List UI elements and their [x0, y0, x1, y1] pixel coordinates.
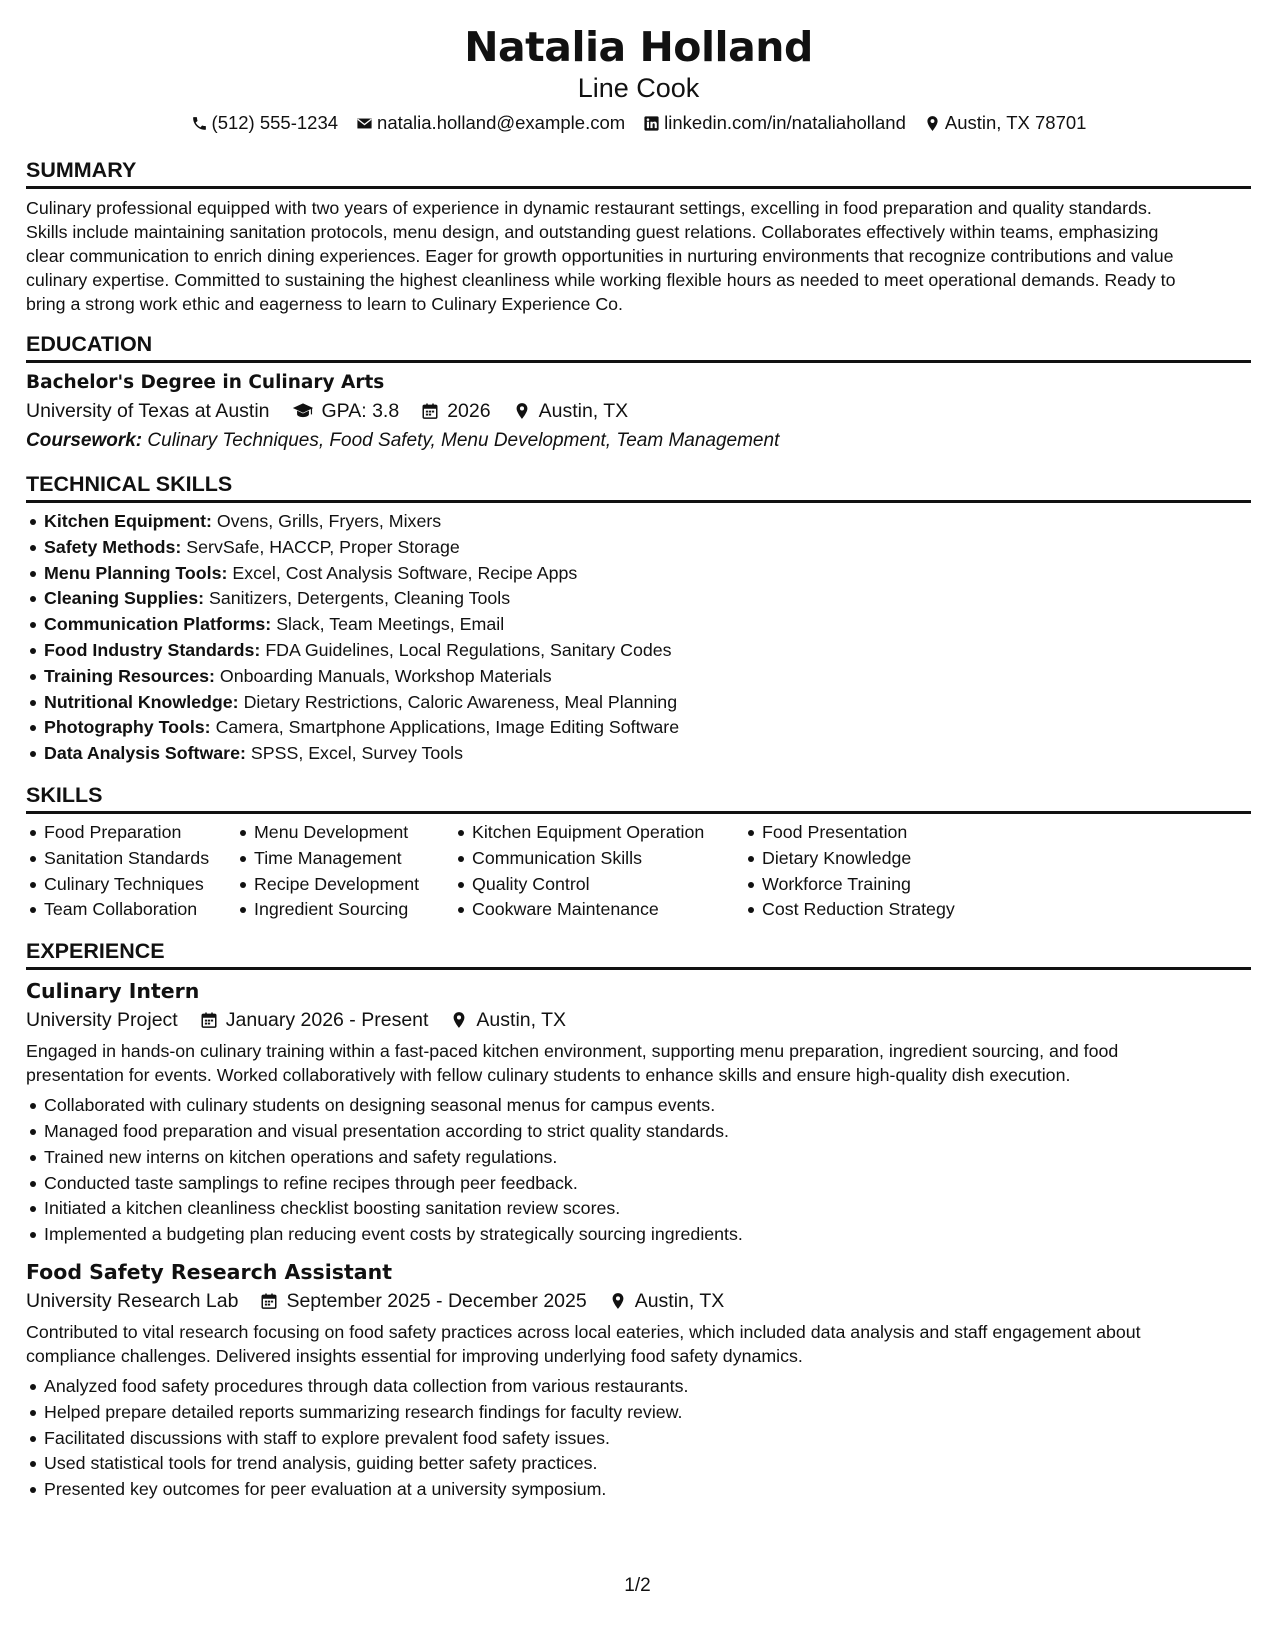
contact-phone[interactable]	[191, 110, 339, 136]
resume-page	[26, 20, 1251, 1503]
achievement-list	[26, 1093, 1251, 1248]
list-item: Workforce Training	[744, 872, 1044, 898]
contact-linkedin[interactable]	[643, 110, 906, 136]
list-item	[26, 741, 1251, 767]
skill-category: Food Industry Standards:	[44, 639, 261, 660]
position-description	[26, 1320, 1251, 1368]
description-line: compliance challenges. Delivered insights essential for improving underlying food safety dynamics.	[26, 1345, 803, 1366]
skill-category: Communication Platforms:	[44, 614, 272, 635]
location-text: Austin, TX 78701	[944, 112, 1087, 133]
experience-entry	[26, 1258, 1251, 1503]
graduation-year: 2026	[447, 400, 491, 422]
skill-values: Dietary Restrictions, Caloric Awareness, Meal Planning	[243, 691, 678, 712]
list-item: Recipe Development	[236, 872, 454, 898]
summary-line: Culinary professional equipped with two years of experience in dynamic restaurant settings, excelling in food preparation and quality standards.	[26, 198, 1152, 218]
map-pin-icon	[513, 402, 531, 420]
list-item: Dietary Knowledge	[744, 846, 1044, 872]
list-item: Team Collaboration	[26, 897, 236, 923]
contact-bar	[26, 110, 1251, 136]
list-item	[26, 561, 1251, 587]
coursework-label: Coursework:	[26, 430, 143, 451]
skill-category: Safety Methods:	[44, 536, 182, 557]
list-item: Trained new interns on kitchen operations and safety regulations.	[26, 1145, 1251, 1171]
skill-values: FDA Guidelines, Local Regulations, Sanitary Codes	[265, 639, 672, 660]
summary-line: bring a strong work ethic and eagerness to learn to Culinary Experience Co.	[26, 294, 623, 314]
phone-icon	[191, 115, 208, 132]
skill-category: Kitchen Equipment:	[44, 511, 212, 531]
list-item	[26, 509, 1251, 535]
date-range: January 2026 - Present	[225, 1009, 429, 1032]
list-item: Initiated a kitchen cleanliness checklist boosting sanitation review scores.	[26, 1196, 1251, 1222]
list-item: Menu Development	[236, 820, 454, 846]
contact-location	[924, 110, 1087, 136]
summary-line: culinary expertise. Committed to sustaining the highest cleanliness while working flexible hours as needed to meet operational demands. Ready to	[26, 270, 1176, 290]
list-item	[26, 586, 1251, 612]
organization-name: University Project	[26, 1009, 178, 1032]
gpa-text: GPA: 3.8	[321, 400, 400, 422]
skills-section	[26, 781, 1251, 923]
skill-values: SPSS, Excel, Survey Tools	[250, 743, 464, 764]
list-item: Culinary Techniques	[26, 872, 236, 898]
skill-category: Menu Planning Tools:	[44, 562, 228, 583]
skill-category: Data Analysis Software:	[44, 743, 246, 764]
linkedin-text: linkedin.com/in/nataliaholland	[664, 112, 906, 133]
list-item: Facilitated discussions with staff to explore prevalent food safety issues.	[26, 1426, 1251, 1452]
education-heading: EDUCATION	[26, 330, 1251, 363]
experience-section	[26, 937, 1251, 1503]
experience-entry	[26, 977, 1251, 1248]
skill-values: Camera, Smartphone Applications, Image Editing Software	[215, 717, 680, 738]
experience-heading: EXPERIENCE	[26, 937, 1251, 970]
list-item: Cookware Maintenance	[454, 897, 744, 923]
skill-category: Cleaning Supplies:	[44, 588, 205, 609]
list-item	[26, 535, 1251, 561]
description-line: Contributed to vital research focusing on food safety practices across local eateries, which included data analysis and staff engagement about	[26, 1321, 1141, 1342]
map-pin-icon	[450, 1011, 468, 1029]
list-item: Collaborated with culinary students on designing seasonal menus for campus events.	[26, 1093, 1251, 1119]
position-description	[26, 1039, 1251, 1087]
summary-line: Skills include maintaining sanitation protocols, menu design, and outstanding guest relations. Collaborates effectively within teams, emphasizing	[26, 222, 1159, 242]
skill-values: Onboarding Manuals, Workshop Materials	[219, 665, 552, 686]
education-location: Austin, TX	[538, 400, 629, 422]
coursework-list: Culinary Techniques, Food Safety, Menu Development, Team Management	[147, 430, 780, 451]
skill-values: Sanitizers, Detergents, Cleaning Tools	[209, 588, 511, 609]
list-item: Communication Skills	[454, 846, 744, 872]
envelope-icon	[356, 115, 373, 132]
skills-column	[744, 820, 1044, 923]
education-meta	[26, 396, 1251, 426]
skills-grid	[26, 820, 1251, 923]
position-meta	[26, 1286, 1251, 1316]
list-item	[26, 715, 1251, 741]
list-item: Conducted taste samplings to refine recipes through peer feedback.	[26, 1171, 1251, 1197]
skill-values: Ovens, Grills, Fryers, Mixers	[216, 511, 442, 531]
skill-values: ServSafe, HACCP, Proper Storage	[186, 536, 460, 557]
calendar-icon	[260, 1292, 278, 1310]
list-item: Used statistical tools for trend analysis, guiding better safety practices.	[26, 1451, 1251, 1477]
summary-section	[26, 156, 1251, 316]
skill-values: Slack, Team Meetings, Email	[276, 614, 505, 635]
map-pin-icon	[924, 115, 941, 132]
date-range: September 2025 - December 2025	[286, 1289, 587, 1312]
list-item	[26, 612, 1251, 638]
position-title: Food Safety Research Assistant	[26, 1259, 393, 1284]
skill-category: Nutritional Knowledge:	[44, 691, 239, 712]
calendar-icon	[200, 1011, 218, 1029]
description-line: Engaged in hands-on culinary training within a fast-paced kitchen environment, supporting menu preparation, ingredient sourcing, and food	[26, 1041, 1119, 1062]
degree-title: Bachelor's Degree in Culinary Arts	[26, 372, 385, 393]
list-item: Kitchen Equipment Operation	[454, 820, 744, 846]
list-item: Food Preparation	[26, 820, 236, 846]
achievement-list	[26, 1374, 1251, 1503]
list-item: Food Presentation	[744, 820, 1044, 846]
list-item	[26, 664, 1251, 690]
description-line: presentation for events. Worked collaboratively with fellow culinary students to enhance skills and ensure high-quality dish execution.	[26, 1065, 1071, 1086]
skill-values: Excel, Cost Analysis Software, Recipe Apps	[232, 562, 578, 583]
list-item: Analyzed food safety procedures through data collection from various restaurants.	[26, 1374, 1251, 1400]
organization-name: University Research Lab	[26, 1289, 239, 1312]
school-name: University of Texas at Austin	[26, 400, 270, 422]
summary-heading: SUMMARY	[26, 156, 1251, 189]
candidate-name: Natalia Holland	[464, 23, 813, 71]
list-item: Managed food preparation and visual presentation according to strict quality standards.	[26, 1119, 1251, 1145]
map-pin-icon	[609, 1292, 627, 1310]
position-meta	[26, 1005, 1251, 1035]
education-section	[26, 330, 1251, 456]
list-item: Presented key outcomes for peer evaluation at a university symposium.	[26, 1477, 1251, 1503]
skill-category: Training Resources:	[44, 665, 215, 686]
technical-skills-heading: TECHNICAL SKILLS	[26, 470, 1251, 503]
job-title: Line Cook	[577, 73, 700, 103]
position-location: Austin, TX	[634, 1289, 725, 1312]
email-text: natalia.holland@example.com	[377, 112, 626, 133]
list-item: Time Management	[236, 846, 454, 872]
list-item	[26, 690, 1251, 716]
skills-column	[454, 820, 744, 923]
skill-category: Photography Tools:	[44, 717, 211, 738]
list-item: Helped prepare detailed reports summarizing research findings for faculty review.	[26, 1400, 1251, 1426]
graduation-cap-icon	[292, 402, 314, 420]
coursework-line	[26, 426, 1251, 456]
contact-email[interactable]	[356, 110, 625, 136]
page-number: 1/2	[624, 1575, 651, 1596]
position-title: Culinary Intern	[26, 979, 200, 1004]
phone-text: (512) 555-1234	[211, 112, 339, 133]
list-item	[26, 638, 1251, 664]
resume-header	[26, 20, 1251, 136]
skills-heading: SKILLS	[26, 781, 1251, 814]
summary-text	[26, 196, 1251, 316]
position-location: Austin, TX	[476, 1009, 567, 1032]
technical-skills-section	[26, 470, 1251, 767]
list-item: Implemented a budgeting plan reducing event costs by strategically sourcing ingredients.	[26, 1222, 1251, 1248]
list-item: Quality Control	[454, 872, 744, 898]
skills-column	[236, 820, 454, 923]
calendar-icon	[421, 402, 439, 420]
technical-skills-list	[26, 509, 1251, 767]
summary-line: clear communication to enrich dining experiences. Eager for growth opportunities in nurturing environments that recognize contributions and value	[26, 246, 1174, 266]
skills-column	[26, 820, 236, 923]
list-item: Sanitation Standards	[26, 846, 236, 872]
linkedin-icon	[643, 115, 660, 132]
list-item: Cost Reduction Strategy	[744, 897, 1044, 923]
list-item: Ingredient Sourcing	[236, 897, 454, 923]
